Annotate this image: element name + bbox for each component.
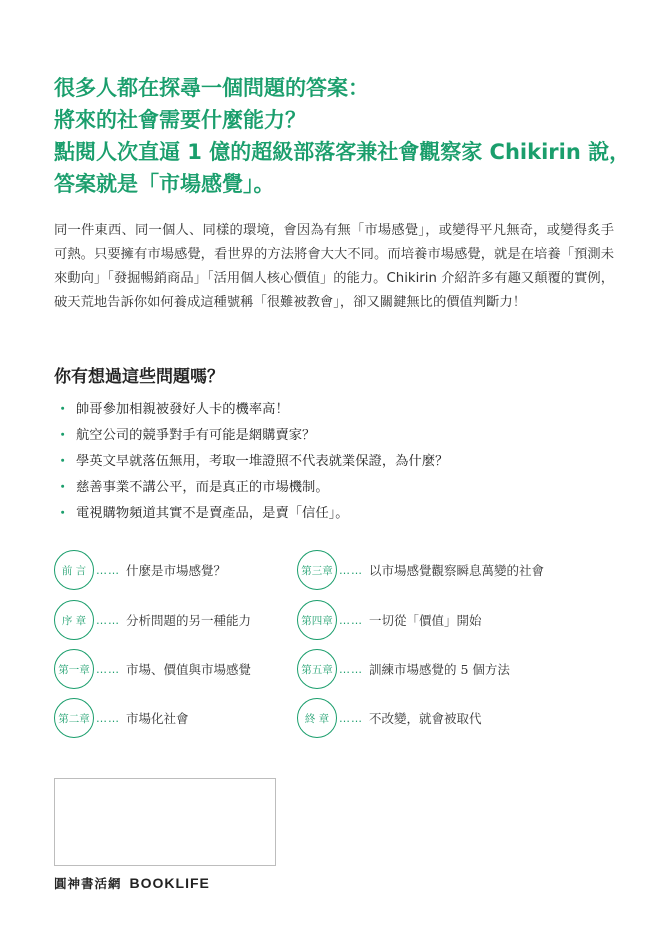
publisher-logo — [54, 874, 210, 892]
toc-item-chapter-1 — [54, 647, 251, 691]
headline-line: 答案就是「市場感覺」。 — [54, 172, 275, 196]
question-text: 帥哥參加相親被發好人卡的機率高！ — [76, 402, 289, 417]
headline-line: 很多人都在探尋一個問題的答案： — [54, 76, 369, 100]
toc-leader-dots: …… — [96, 711, 120, 725]
bullet-icon: ・ — [56, 454, 70, 469]
toc-label: 一切從「價值」開始 — [369, 613, 482, 628]
toc-item-epilogue — [297, 696, 482, 740]
toc-label: 訓練市場感覺的 5 個方法 — [369, 662, 510, 677]
toc-item-chapter-5 — [297, 647, 510, 691]
toc-item-chapter-2 — [54, 696, 189, 740]
question-item — [56, 449, 448, 475]
headline-line: 點閱人次直逼 1 億的超級部落客兼社會觀察家 Chikirin 說， — [54, 140, 631, 164]
headline — [54, 72, 634, 200]
bullet-icon: ・ — [56, 506, 70, 521]
questions-list — [56, 397, 448, 527]
intro-paragraph: 同一件東西、同一個人、同樣的環境，會因為有無「市場感覺」，或變得平凡無奇，或變得炙手可熱。只要擁有市場感覺，看世界的方法將會大大不同。而培養市場感覺，就是在培養「預測未來動向」「發掘暢銷商品」「活用個人核心價值」的能力。Chikirin 介紹許多有趣又顛覆的實例，破天荒地告訴你如何養成這種號稱「很難被教會」，卻又關鍵無比的價值判斷力！ — [54, 223, 614, 310]
toc-badge: 前 言 — [54, 550, 94, 590]
toc-label: 不改變，就會被取代 — [369, 711, 482, 726]
bullet-icon: ・ — [56, 402, 70, 417]
toc-badge: 第四章 — [297, 600, 337, 640]
toc-label: 分析問題的另一種能力 — [126, 613, 252, 628]
toc-item-chapter-3 — [297, 548, 544, 592]
toc-leader-dots: …… — [339, 662, 363, 676]
toc-leader-dots: …… — [339, 563, 363, 577]
toc-leader-dots: …… — [96, 662, 120, 676]
toc-badge: 序 章 — [54, 600, 94, 640]
toc-label: 市場、價值與市場感覺 — [126, 662, 252, 677]
question-item — [56, 501, 448, 527]
question-item — [56, 423, 448, 449]
question-item — [56, 475, 448, 501]
toc-item-prologue — [54, 598, 251, 642]
question-text: 航空公司的競爭對手有可能是網購賣家？ — [76, 428, 316, 443]
toc-badge: 第二章 — [54, 698, 94, 738]
headline-line: 將來的社會需要什麼能力？ — [54, 108, 306, 132]
toc-leader-dots: …… — [96, 563, 120, 577]
question-text: 慈善事業不講公平，而是真正的市場機制。 — [76, 480, 329, 495]
bullet-icon: ・ — [56, 480, 70, 495]
toc-label: 市場化社會 — [126, 711, 189, 726]
bullet-icon: ・ — [56, 428, 70, 443]
toc-badge: 第三章 — [297, 550, 337, 590]
toc-leader-dots: …… — [96, 613, 120, 627]
toc-item-chapter-4 — [297, 598, 482, 642]
toc-label: 以市場感覺觀察瞬息萬變的社會 — [369, 563, 545, 578]
toc-label: 什麼是市場感覺？ — [126, 563, 227, 578]
toc-leader-dots: …… — [339, 613, 363, 627]
publisher-name-cn: 圓神書活網 — [54, 876, 122, 891]
question-text: 學英文早就落伍無用，考取一堆證照不代表就業保證，為什麼？ — [76, 454, 449, 469]
toc-badge: 第一章 — [54, 649, 94, 689]
questions-title: 你有想過這些問題嗎？ — [54, 367, 224, 387]
toc-leader-dots: …… — [339, 711, 363, 725]
toc-badge: 第五章 — [297, 649, 337, 689]
publisher-name-en: BOOKLIFE — [129, 875, 210, 891]
toc-badge: 終 章 — [297, 698, 337, 738]
toc-item-preface — [54, 548, 226, 592]
question-text: 電視購物頻道其實不是賣產品，是賣「信任」。 — [76, 506, 349, 521]
blank-placeholder-box — [54, 778, 276, 866]
question-item — [56, 397, 448, 423]
